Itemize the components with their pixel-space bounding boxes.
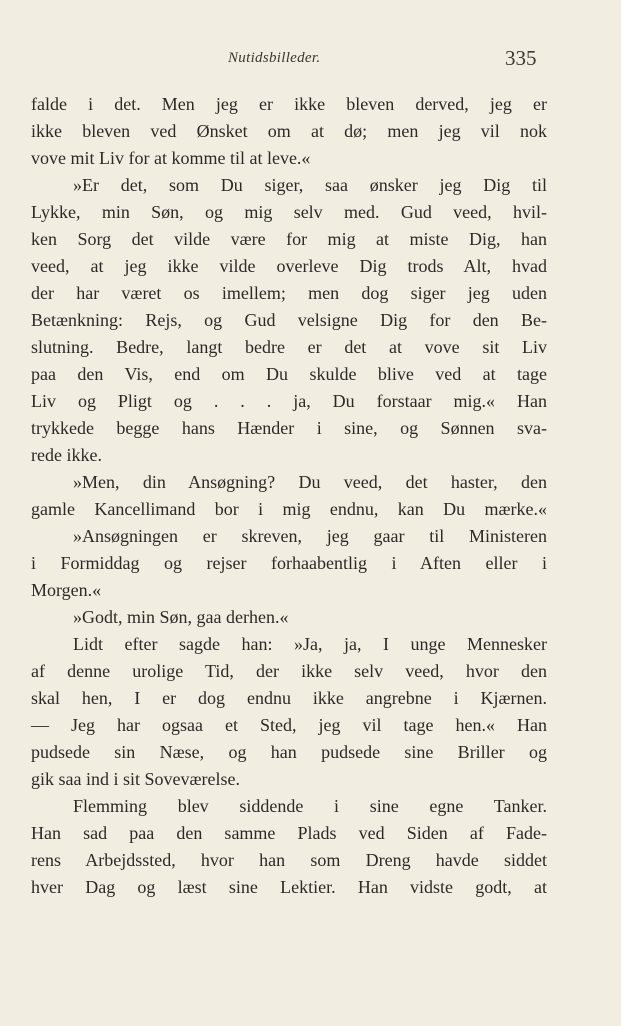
text-line: Flemming blev siddende i sine egne Tanker. bbox=[73, 796, 547, 816]
text-line: slutning. Bedre, langt bedre er det at vove sit Liv bbox=[31, 337, 547, 357]
text-line: hver Dag og læst sine Lektier. Han vidste godt, at bbox=[31, 877, 547, 897]
text-line: Lykke, min Søn, og mig selv med. Gud veed, hvil- bbox=[31, 202, 547, 222]
text-line: af denne urolige Tid, der ikke selv veed, hvor den bbox=[31, 661, 547, 681]
text-line: veed, at jeg ikke vilde overleve Dig trods Alt, hvad bbox=[31, 256, 547, 276]
text-line: »Ansøgningen er skreven, jeg gaar til Ministeren bbox=[73, 526, 547, 546]
text-line: Morgen.« bbox=[31, 580, 102, 600]
text-line: skal hen, I er dog endnu ikke angrebne i Kjærnen. bbox=[31, 688, 547, 708]
text-line: vove mit Liv for at komme til at leve.« bbox=[31, 148, 311, 168]
text-line: »Men, din Ansøgning? Du veed, det haster, den bbox=[73, 472, 547, 492]
text-line: — Jeg har ogsaa et Sted, jeg vil tage hen.« Han bbox=[31, 715, 547, 735]
text-line: Han sad paa den samme Plads ved Siden af Fade- bbox=[31, 823, 547, 843]
text-line: Betænkning: Rejs, og Gud velsigne Dig for den Be- bbox=[31, 310, 547, 330]
text-line: Liv og Pligt og . . . ja, Du forstaar mig.« Han bbox=[31, 391, 547, 411]
text-line: gamle Kancellimand bor i mig endnu, kan Du mærke.« bbox=[31, 499, 547, 519]
text-line: rens Arbejdssted, hvor han som Dreng havde siddet bbox=[31, 850, 547, 870]
text-line: Lidt efter sagde han: »Ja, ja, I unge Mennesker bbox=[73, 634, 547, 654]
text-line: paa den Vis, end om Du skulde blive ved at tage bbox=[31, 364, 547, 384]
page-number: 335 bbox=[505, 46, 537, 70]
text-line: gik saa ind i sit Soveværelse. bbox=[31, 769, 240, 789]
text-line: ikke bleven ved Ønsket om at dø; men jeg vil nok bbox=[31, 121, 547, 141]
text-line: der har været os imellem; men dog siger jeg uden bbox=[31, 283, 547, 303]
text-line: ken Sorg det vilde være for mig at miste Dig, han bbox=[31, 229, 547, 249]
running-title: Nutidsbilleder. bbox=[228, 50, 321, 66]
text-line: »Er det, som Du siger, saa ønsker jeg Dig til bbox=[73, 175, 547, 195]
body-text bbox=[31, 91, 547, 901]
text-line: rede ikke. bbox=[31, 445, 102, 465]
text-line: pudsede sin Næse, og han pudsede sine Briller og bbox=[31, 742, 547, 762]
text-line: falde i det. Men jeg er ikke bleven derved, jeg er bbox=[31, 94, 547, 114]
text-line: i Formiddag og rejser forhaabentlig i Aften eller i bbox=[31, 553, 547, 573]
text-line: trykkede begge hans Hænder i sine, og Sønnen sva- bbox=[31, 418, 547, 438]
text-line: »Godt, min Søn, gaa derhen.« bbox=[73, 607, 289, 627]
